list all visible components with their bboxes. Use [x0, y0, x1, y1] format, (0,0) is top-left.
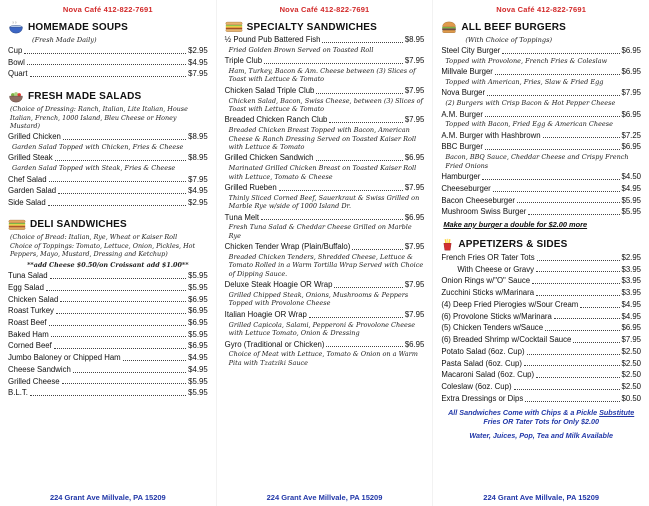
dot-leader	[56, 313, 186, 314]
item-price: $6.95	[188, 317, 208, 327]
dot-leader	[55, 160, 187, 161]
soup-bowl-icon	[8, 21, 24, 34]
item-name: Mushroom Swiss Burger	[441, 207, 527, 217]
menu-item	[225, 56, 425, 84]
burgers-double-note: Make any burger a double for $2.00 more	[443, 219, 588, 229]
item-description: Garden Salad Topped with Steak, Fries & Cheese	[12, 164, 176, 173]
item-name: (5) Chicken Tenders w/Sauce	[441, 323, 544, 333]
item-price: $6.95	[621, 67, 642, 77]
menu-item	[441, 265, 641, 275]
item-price: $2.95	[188, 198, 208, 207]
dot-leader	[261, 219, 403, 220]
dot-leader	[30, 395, 186, 396]
item-name: Grilled Chicken Sandwich	[224, 153, 314, 163]
menu-item	[225, 213, 425, 241]
item-price: $7.95	[404, 85, 425, 95]
item-price: $6.95	[188, 341, 208, 351]
menu-item	[8, 283, 208, 293]
note-prefix: All Sandwiches Come with Chips & a Pickle	[448, 407, 600, 417]
item-description: Fresh Tuna Salad & Cheddar Cheese Grilled on Marble Rye	[228, 223, 412, 240]
item-description: Thinly Sliced Corned Beef, Sauerkraut & Swiss Grilled on Marble Rye w/side of 1000 Island Dr.	[228, 193, 420, 211]
item-description: Garden Salad Topped with Chicken, Fries & Cheese	[12, 142, 184, 151]
menu-item	[441, 382, 641, 392]
item-name: Millvale Burger	[441, 67, 493, 77]
dot-leader	[48, 205, 186, 206]
item-price: $8.95	[404, 35, 425, 44]
item-name: Triple Club	[224, 56, 263, 66]
dot-leader	[51, 336, 186, 337]
menu-item	[8, 341, 208, 351]
deli-sandwich-icon	[8, 219, 26, 231]
item-description: Breaded Chicken Tenders, Shredded Cheese, Lettuce & Tomato Rolled in a Warm Tortilla Wrap Served with Choice of Dipping Sauce.	[228, 253, 424, 278]
dot-leader	[517, 202, 619, 203]
item-price: $8.95	[188, 132, 208, 142]
item-price: $7.95	[621, 335, 642, 345]
item-price: $7.25	[621, 130, 642, 140]
section-title-specialty: SPECIALTY SANDWICHES	[246, 21, 377, 33]
burgers-subtitle: (With Choice of Toppings)	[465, 36, 553, 44]
item-description: Topped with American, Fries, Slaw & Fried Egg	[445, 77, 604, 86]
item-name: Breaded Chicken Ranch Club	[224, 115, 328, 125]
dot-leader	[326, 346, 402, 347]
item-name: Roast Turkey	[8, 306, 54, 316]
item-name: Bowl	[8, 57, 25, 67]
item-price: $3.95	[621, 276, 642, 286]
menu-item	[225, 340, 425, 368]
item-price: $4.95	[188, 57, 208, 67]
item-name: Roast Beef	[8, 317, 47, 327]
item-price: $7.95	[404, 242, 425, 252]
menu-item	[8, 58, 208, 68]
dot-leader	[543, 137, 620, 138]
dot-leader	[30, 76, 187, 77]
item-price: $2.50	[621, 370, 642, 380]
menu-item	[441, 312, 641, 322]
item-name: Gyro (Traditional or Chicken)	[224, 339, 325, 349]
menu-column-middle	[216, 0, 433, 506]
item-description: Topped with Bacon, Fried Egg & American Cheese	[445, 120, 613, 129]
item-name: Egg Salad	[8, 282, 44, 292]
salads-item-list	[8, 132, 208, 208]
burgers-header	[441, 21, 641, 34]
dot-leader	[485, 116, 620, 117]
menu-item	[441, 88, 641, 107]
item-description: Bacon, BBQ Sauce, Cheddar Cheese and Crispy French Fried Onions	[445, 153, 629, 170]
menu-item	[8, 69, 208, 79]
deli-header	[8, 219, 208, 231]
soups-item-list	[8, 46, 208, 79]
section-title-burgers: ALL BEEF BURGERS	[461, 22, 567, 33]
burger-icon	[441, 21, 457, 34]
footer-address-left: 224 Grant Ave Millvale, PA 15209	[49, 493, 166, 502]
item-price: $4.95	[188, 364, 208, 374]
fries-icon	[441, 238, 454, 251]
burgers-item-list	[441, 46, 641, 217]
item-price: $2.95	[621, 252, 642, 262]
menu-item	[8, 198, 208, 208]
dot-leader	[49, 181, 187, 182]
item-name: (4) Deep Fried Pierogies w/Sour Cream	[441, 299, 579, 309]
dot-leader	[536, 295, 619, 296]
item-name: Deluxe Steak Hoagie OR Wrap	[224, 280, 333, 290]
item-name: French Fries OR Tater Tots	[441, 252, 535, 262]
item-name: Zucchini Sticks w/Marinara	[441, 288, 535, 298]
item-price: $7.95	[188, 174, 208, 184]
dot-leader	[27, 64, 186, 65]
item-description: Chicken Salad, Bacon, Swiss Cheese, between (3) Slices of Toast with Lettuce & Tomato	[228, 96, 423, 113]
dot-leader	[63, 139, 186, 140]
item-price: $7.95	[404, 115, 425, 125]
header-phone-middle: Nova Café 412-822-7691	[279, 5, 370, 14]
menu-item	[441, 323, 641, 333]
section-title-deli: DELI SANDWICHES	[30, 219, 127, 231]
item-price: $7.95	[404, 56, 425, 66]
item-name: Grilled Chicken	[8, 132, 61, 142]
item-name: Chicken Tender Wrap (Plain/Buffalo)	[224, 242, 351, 252]
item-price: $6.95	[404, 212, 425, 222]
item-name: Bacon Cheeseburger	[441, 195, 516, 205]
item-price: $4.95	[621, 183, 642, 193]
item-description: Grilled Capicola, Salami, Pepperoni & Provolone Cheese with Lettuce Tomato, Onion & Dressing	[228, 320, 416, 338]
item-price: $4.95	[188, 186, 208, 196]
dot-leader	[73, 372, 186, 373]
item-name: Side Salad	[8, 198, 46, 207]
item-description: Grilled Chipped Steak, Onions, Mushrooms & Peppers Topped with Provolone Cheese	[228, 291, 409, 308]
dot-leader	[279, 190, 403, 191]
item-price: $6.95	[621, 46, 642, 55]
item-name: Quart	[8, 69, 28, 79]
note-suffix: Fries OR Tater Tots for Only $2.00	[483, 417, 600, 427]
item-price: $5.95	[188, 271, 208, 281]
item-name: Potato Salad (6oz. Cup)	[441, 346, 525, 356]
item-name: Jumbo Baloney or Chipped Ham	[8, 353, 121, 363]
menu-item	[441, 288, 641, 298]
menu-item	[441, 172, 641, 182]
specialty-item-list	[225, 35, 425, 367]
dot-leader	[24, 53, 186, 54]
salads-header	[8, 90, 208, 103]
dot-leader	[536, 271, 619, 272]
dot-leader	[482, 179, 619, 180]
item-name: Tuna Salad	[8, 271, 48, 281]
item-price: $4.50	[621, 172, 642, 182]
deli-item-list	[8, 271, 208, 398]
menu-item	[441, 46, 641, 65]
menu-column-left	[0, 0, 216, 506]
item-name: Extra Dressings or Dips	[441, 393, 524, 403]
dot-leader	[532, 283, 619, 284]
dot-leader	[514, 389, 620, 390]
item-name: Chicken Salad Triple Club	[224, 85, 315, 95]
item-name: Steel City Burger	[441, 46, 501, 55]
item-description: Topped with Provolone, French Fries & Coleslaw	[445, 56, 608, 65]
item-description: Breaded Chicken Breast Topped with Bacon, American Cheese & Ranch Dressing Served on Toasted Kaiser Roll with Lettuce & Tomato	[228, 126, 417, 151]
dot-leader	[322, 42, 402, 43]
item-name: (6) Provolone Sticks w/Marinara	[441, 311, 552, 321]
dot-leader	[524, 365, 620, 366]
dot-leader	[502, 53, 619, 54]
appetizers-item-list	[441, 253, 641, 404]
salad-bowl-icon	[8, 90, 24, 103]
deli-bread-note: (Choice of Bread: Italian, Rye, Wheat or Kaiser Roll	[10, 232, 178, 241]
dot-leader	[352, 249, 402, 250]
item-name: Onion Rings w/"O" Sauce	[441, 276, 531, 286]
menu-item	[8, 318, 208, 328]
item-price: $5.95	[621, 195, 642, 205]
header-phone-right: Nova Café 412-822-7691	[496, 5, 587, 14]
footer-address-middle: 224 Grant Ave Millvale, PA 15209	[266, 493, 383, 502]
item-price: $6.95	[188, 306, 208, 316]
item-name: (6) Breaded Shrimp w/Cocktail Sauce	[441, 335, 572, 345]
item-price: $4.95	[188, 353, 208, 363]
menu-item	[225, 35, 425, 54]
menu-item	[225, 86, 425, 114]
menu-item	[8, 175, 208, 185]
item-price: $5.95	[188, 329, 208, 339]
item-price: $3.95	[621, 264, 642, 274]
item-name: Corned Beef	[8, 341, 52, 351]
item-description: Fried Golden Brown Served on Toasted Roll	[228, 45, 374, 54]
dot-leader	[49, 325, 187, 326]
dot-leader	[54, 348, 186, 349]
menu-item	[8, 365, 208, 375]
section-title-appetizers: APPETIZERS & SIDES	[458, 238, 568, 250]
item-name: A.M. Burger with Hashbrown	[441, 130, 541, 140]
section-appetizers-sides	[441, 236, 641, 441]
menu-item	[8, 295, 208, 305]
item-price: $7.95	[404, 280, 425, 290]
sandwich-chips-note	[441, 408, 641, 427]
dot-leader	[316, 93, 402, 94]
item-name: Baked Ham	[8, 329, 49, 339]
menu-item	[8, 377, 208, 387]
item-price: $5.95	[188, 376, 208, 386]
item-name: With Cheese or Gravy	[457, 264, 535, 274]
dot-leader	[46, 290, 186, 291]
dot-leader	[554, 318, 620, 319]
item-price: $5.95	[621, 207, 642, 217]
dot-leader	[264, 63, 403, 64]
item-price: $8.95	[188, 153, 208, 163]
item-price: $2.50	[621, 346, 642, 356]
menu-item	[441, 67, 641, 86]
section-homemade-soups	[8, 19, 208, 81]
item-name: Macaroni Salad (6oz. Cup)	[441, 370, 535, 380]
item-name: Hamburger	[441, 172, 481, 182]
item-price: $3.95	[621, 288, 642, 298]
menu-item	[441, 335, 641, 345]
deli-toppings-note: Choice of Toppings: Tomato, Lettuce, Onion, Pickles, Hot Peppers, Mayo, Mustard, Dressing and Ketchup)	[10, 242, 196, 259]
item-price: $4.95	[621, 299, 642, 309]
item-name: A.M. Burger	[441, 109, 483, 119]
item-name: Tuna Melt	[224, 212, 260, 222]
section-beef-burgers	[441, 19, 641, 229]
menu-item	[8, 388, 208, 398]
dot-leader	[528, 214, 619, 215]
menu-item	[8, 271, 208, 281]
section-specialty-sandwiches	[225, 19, 425, 369]
dot-leader	[334, 287, 402, 288]
dot-leader	[536, 377, 619, 378]
menu-item	[8, 153, 208, 172]
menu-item	[441, 196, 641, 206]
menu-item	[441, 347, 641, 357]
item-description: Marinated Grilled Chicken Breast on Toasted Kaiser Roll with Lettuce, Tomato & Cheese	[228, 164, 417, 181]
item-name: Coleslaw (6oz. Cup)	[441, 382, 512, 392]
footer-address-right: 224 Grant Ave Millvale, PA 15209	[483, 493, 600, 502]
deli-cheese-note: **add Cheese $0.50/on Croissant add $1.00**	[27, 260, 189, 269]
note-substitute: Substitute	[599, 407, 635, 417]
menu-item	[441, 370, 641, 380]
menu-item	[441, 110, 641, 129]
item-name: Chicken Salad	[8, 294, 59, 304]
item-price: $7.95	[621, 88, 642, 98]
menu-item	[8, 306, 208, 316]
dot-leader	[527, 354, 620, 355]
item-name: Grilled Steak	[8, 153, 53, 163]
item-price: $0.50	[621, 393, 642, 403]
section-title-soups: HOMEMADE SOUPS	[28, 22, 129, 33]
menu-item	[441, 276, 641, 286]
menu-column-right	[432, 0, 649, 506]
item-price: $2.50	[621, 358, 642, 368]
dot-leader	[487, 95, 619, 96]
menu-item	[225, 183, 425, 211]
menu-item	[225, 280, 425, 308]
item-price: $6.95	[404, 153, 425, 163]
item-price: $7.95	[404, 309, 425, 319]
beverages-note: Water, Juices, Pop, Tea and Milk Available	[469, 430, 613, 440]
item-price: $4.95	[621, 311, 642, 321]
item-price: $6.95	[404, 339, 425, 349]
item-name: Cheese Sandwich	[8, 364, 71, 374]
specialty-sandwich-icon	[225, 21, 243, 33]
menu-item	[441, 300, 641, 310]
menu-item	[441, 131, 641, 141]
dot-leader	[123, 360, 186, 361]
dot-leader	[50, 278, 187, 279]
item-price: $6.95	[621, 142, 642, 152]
menu-item	[441, 253, 641, 263]
item-name: Pasta Salad (6oz. Cup)	[441, 358, 522, 368]
menu-item	[225, 153, 425, 181]
item-price: $5.95	[188, 388, 208, 398]
item-description: (2) Burgers with Crisp Bacon & Hot Pepper Cheese	[445, 99, 616, 108]
section-fresh-salads	[8, 88, 208, 210]
item-name: B.L.T.	[8, 388, 28, 398]
dot-leader	[309, 317, 403, 318]
menu-item	[8, 132, 208, 151]
menu-item	[8, 353, 208, 363]
item-price: $7.95	[188, 69, 208, 79]
item-price: $6.95	[188, 294, 208, 304]
dot-leader	[329, 122, 402, 123]
item-name: BBC Burger	[441, 142, 483, 152]
item-description: Ham, Turkey, Bacon & Am. Cheese between (3) Slices of Toast with Lettuce & Tomato	[228, 66, 416, 84]
soups-subtitle: (Fresh Made Daily)	[32, 36, 97, 44]
dot-leader	[545, 330, 619, 331]
item-name: Grilled Rueben	[224, 183, 277, 193]
menu-item	[225, 310, 425, 338]
item-name: Garden Salad	[8, 186, 57, 196]
dot-leader	[62, 383, 187, 384]
dot-leader	[60, 301, 186, 302]
item-price: $2.95	[188, 46, 208, 55]
item-name: Grilled Cheese	[8, 376, 60, 386]
item-name: Cup	[8, 46, 23, 55]
item-name: Nova Burger	[441, 88, 486, 98]
item-name: ½ Pound Pub Battered Fish	[224, 35, 321, 44]
menu-item	[441, 394, 641, 404]
dot-leader	[316, 160, 403, 161]
dot-leader	[573, 342, 619, 343]
item-name: Italian Hoagie OR Wrap	[224, 309, 307, 319]
menu-item	[441, 142, 641, 170]
item-price: $5.95	[188, 282, 208, 292]
item-price: $6.95	[621, 109, 642, 119]
menu-item	[441, 184, 641, 194]
dot-leader	[537, 260, 620, 261]
menu-item	[441, 207, 641, 217]
menu-item	[8, 46, 208, 56]
dot-leader	[485, 149, 620, 150]
item-name: Cheeseburger	[441, 183, 491, 193]
menu-item	[8, 330, 208, 340]
menu-item	[441, 359, 641, 369]
item-price: $6.95	[621, 323, 642, 333]
section-title-salads: FRESH MADE SALADS	[28, 91, 142, 103]
header-phone-left: Nova Café 412-822-7691	[62, 5, 153, 14]
menu-item	[8, 186, 208, 196]
menu-item	[225, 242, 425, 278]
menu-item	[225, 115, 425, 151]
salads-dressing-note: (Choice of Dressing: Ranch, Italian, Lite Italian, House Italian, French, 1000 Island, Bleu Cheese or Honey Mustard)	[10, 105, 188, 130]
item-description: Choice of Meat with Lettuce, Tomato & Onion on a Warm Pita with Tzatziki Sauce	[228, 350, 418, 367]
section-deli-sandwiches	[8, 217, 208, 400]
specialty-header	[225, 21, 425, 33]
dot-leader	[580, 307, 619, 308]
item-price: $2.50	[621, 382, 642, 392]
item-name: Chef Salad	[8, 174, 47, 184]
dot-leader	[495, 74, 620, 75]
soups-header	[8, 21, 208, 34]
appetizers-header	[441, 238, 641, 251]
item-price: $7.95	[404, 183, 425, 193]
dot-leader	[58, 193, 186, 194]
dot-leader	[525, 401, 619, 402]
dot-leader	[493, 191, 620, 192]
